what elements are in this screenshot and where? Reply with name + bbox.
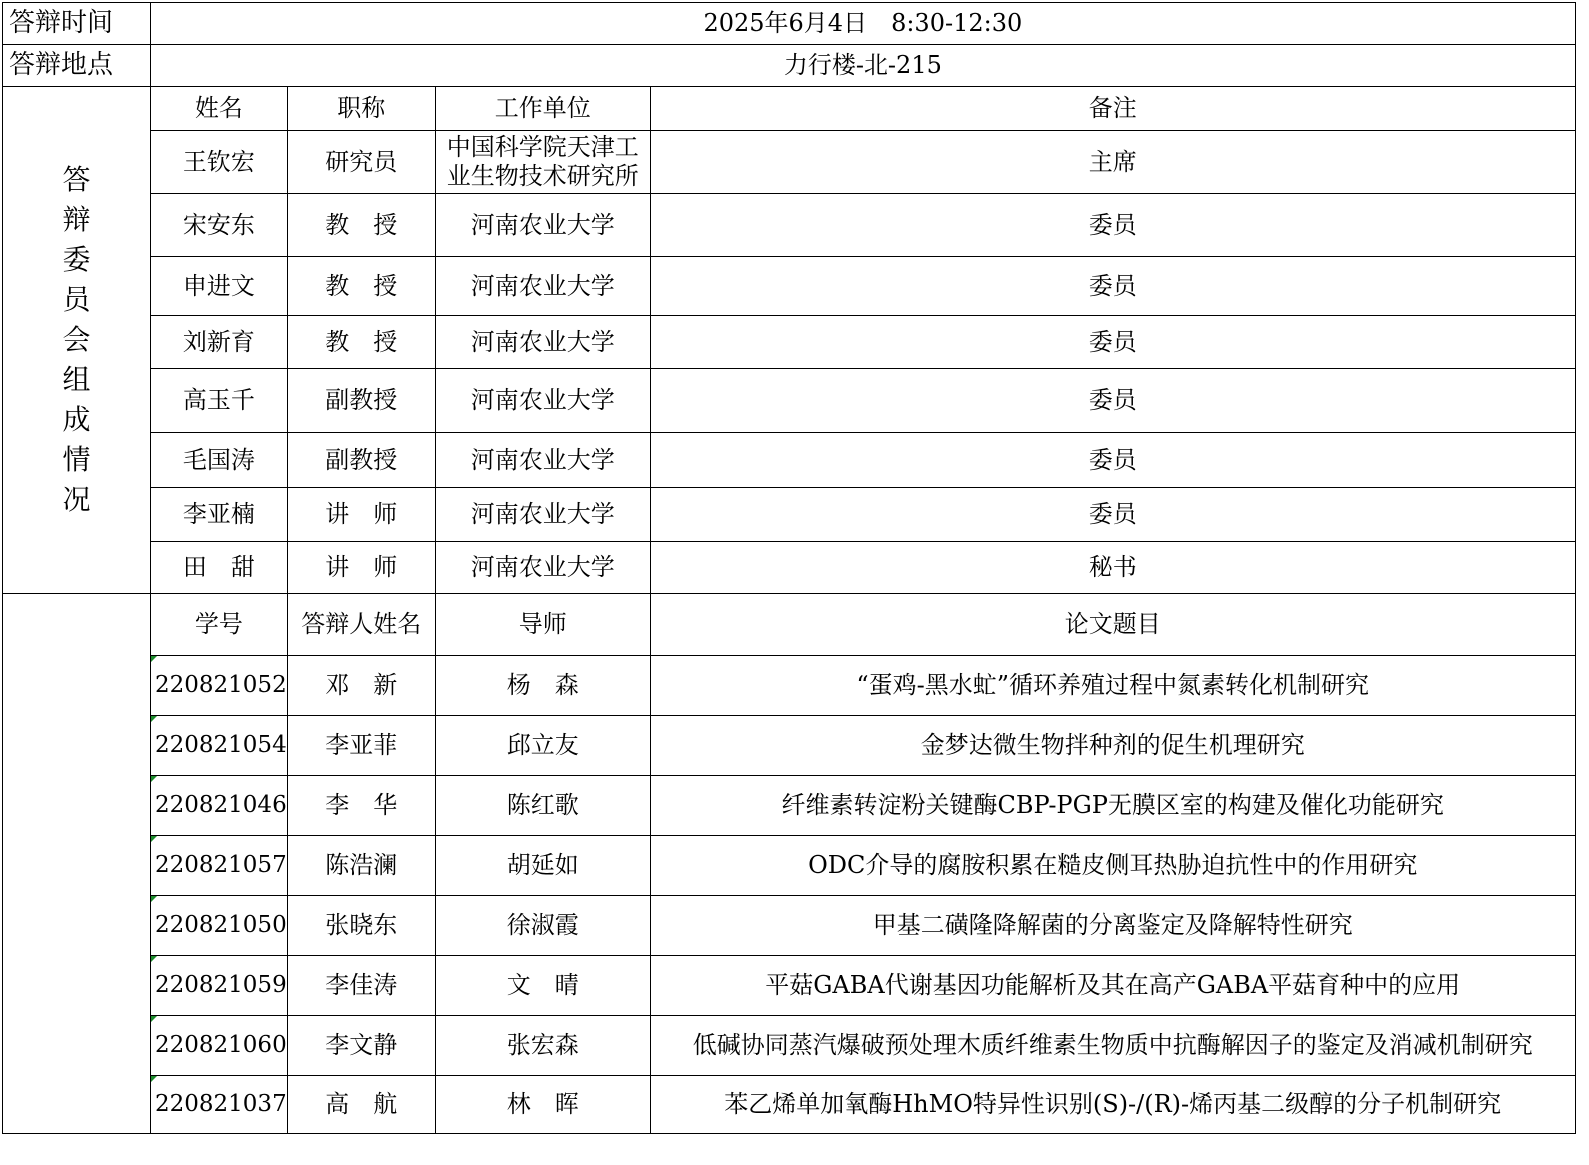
defense-col-student: 答辩人姓名 (287, 594, 435, 656)
defense-row (3, 716, 1576, 776)
committee-row (3, 488, 1576, 542)
student-name: 李佳涛 (287, 956, 435, 1016)
thesis-topic: 低碱协同蒸汽爆破预处理木质纤维素生物质中抗酶解因子的鉴定及消减机制研究 (650, 1016, 1575, 1076)
member-unit: 河南农业大学 (435, 257, 650, 316)
defense-row (3, 1076, 1576, 1134)
committee-col-unit: 工作单位 (435, 87, 650, 131)
student-name: 李亚菲 (287, 716, 435, 776)
committee-row (3, 369, 1576, 433)
student-name: 李 华 (287, 776, 435, 836)
student-id: 220821054 (151, 716, 288, 776)
member-note: 委员 (650, 257, 1575, 316)
committee-row (3, 131, 1576, 194)
defense-row (3, 776, 1576, 836)
advisor-name: 陈红歌 (435, 776, 650, 836)
member-title: 教 授 (287, 194, 435, 257)
committee-row (3, 194, 1576, 257)
member-title: 教 授 (287, 316, 435, 369)
student-id: 220821050 (151, 896, 288, 956)
time-label: 答辩时间 (3, 3, 151, 45)
member-title: 副教授 (287, 433, 435, 488)
committee-col-note: 备注 (650, 87, 1575, 131)
defense-col-advisor: 导师 (435, 594, 650, 656)
place-row (3, 45, 1576, 87)
advisor-name: 胡延如 (435, 836, 650, 896)
committee-col-title: 职称 (287, 87, 435, 131)
member-name: 田 甜 (151, 542, 288, 594)
member-unit: 河南农业大学 (435, 488, 650, 542)
member-name: 高玉千 (151, 369, 288, 433)
member-note: 秘书 (650, 542, 1575, 594)
defense-col-id: 学号 (151, 594, 288, 656)
member-unit: 中国科学院天津工业生物技术研究所 (435, 131, 650, 194)
member-note: 主席 (650, 131, 1575, 194)
defense-header-row (3, 594, 1576, 656)
committee-row (3, 316, 1576, 369)
member-unit: 河南农业大学 (435, 194, 650, 257)
member-note: 委员 (650, 316, 1575, 369)
member-title: 副教授 (287, 369, 435, 433)
student-name: 高 航 (287, 1076, 435, 1134)
defense-row (3, 656, 1576, 716)
member-unit: 河南农业大学 (435, 433, 650, 488)
member-unit: 河南农业大学 (435, 542, 650, 594)
time-row (3, 3, 1576, 45)
defense-row (3, 956, 1576, 1016)
defense-schedule-table (2, 2, 1576, 1134)
defense-row (3, 836, 1576, 896)
member-title: 教 授 (287, 257, 435, 316)
member-unit: 河南农业大学 (435, 316, 650, 369)
member-title: 讲 师 (287, 542, 435, 594)
member-name: 宋安东 (151, 194, 288, 257)
place-value: 力行楼-北-215 (151, 45, 1576, 87)
student-id: 220821059 (151, 956, 288, 1016)
member-title: 研究员 (287, 131, 435, 194)
thesis-topic: 甲基二磺隆降解菌的分离鉴定及降解特性研究 (650, 896, 1575, 956)
student-id: 220821037 (151, 1076, 288, 1134)
advisor-name: 杨 森 (435, 656, 650, 716)
committee-row (3, 433, 1576, 488)
thesis-topic: 纤维素转淀粉关键酶CBP-PGP无膜区室的构建及催化功能研究 (650, 776, 1575, 836)
student-name: 陈浩澜 (287, 836, 435, 896)
committee-row (3, 542, 1576, 594)
student-name: 邓 新 (287, 656, 435, 716)
committee-header-row (3, 87, 1576, 131)
student-id: 220821060 (151, 1016, 288, 1076)
advisor-name: 文 晴 (435, 956, 650, 1016)
committee-col-name: 姓名 (151, 87, 288, 131)
member-name: 申进文 (151, 257, 288, 316)
member-name: 毛国涛 (151, 433, 288, 488)
committee-row (3, 257, 1576, 316)
member-unit: 河南农业大学 (435, 369, 650, 433)
defense-row (3, 896, 1576, 956)
student-name: 张晓东 (287, 896, 435, 956)
student-id: 220821052 (151, 656, 288, 716)
student-id: 220821046 (151, 776, 288, 836)
defense-row (3, 1016, 1576, 1076)
thesis-topic: ODC介导的腐胺积累在糙皮侧耳热胁迫抗性中的作用研究 (650, 836, 1575, 896)
advisor-name: 邱立友 (435, 716, 650, 776)
advisor-name: 张宏森 (435, 1016, 650, 1076)
member-name: 王钦宏 (151, 131, 288, 194)
member-note: 委员 (650, 488, 1575, 542)
student-id: 220821057 (151, 836, 288, 896)
advisor-name: 林 晖 (435, 1076, 650, 1134)
thesis-topic: 平菇GABA代谢基因功能解析及其在高产GABA平菇育种中的应用 (650, 956, 1575, 1016)
member-name: 李亚楠 (151, 488, 288, 542)
defense-col-topic: 论文题目 (650, 594, 1575, 656)
member-note: 委员 (650, 194, 1575, 257)
committee-section-label: 答辩委员会组成情况 (3, 87, 151, 594)
member-title: 讲 师 (287, 488, 435, 542)
place-label: 答辩地点 (3, 45, 151, 87)
member-name: 刘新育 (151, 316, 288, 369)
time-value: 2025年6月4日 8:30-12:30 (151, 3, 1576, 45)
advisor-name: 徐淑霞 (435, 896, 650, 956)
thesis-topic: “蛋鸡-黑水虻”循环养殖过程中氮素转化机制研究 (650, 656, 1575, 716)
defense-section-blank (3, 594, 151, 1134)
member-note: 委员 (650, 433, 1575, 488)
member-note: 委员 (650, 369, 1575, 433)
thesis-topic: 苯乙烯单加氧酶HhMO特异性识别(S)-/(R)-烯丙基二级醇的分子机制研究 (650, 1076, 1575, 1134)
student-name: 李文静 (287, 1016, 435, 1076)
thesis-topic: 金梦达微生物拌种剂的促生机理研究 (650, 716, 1575, 776)
